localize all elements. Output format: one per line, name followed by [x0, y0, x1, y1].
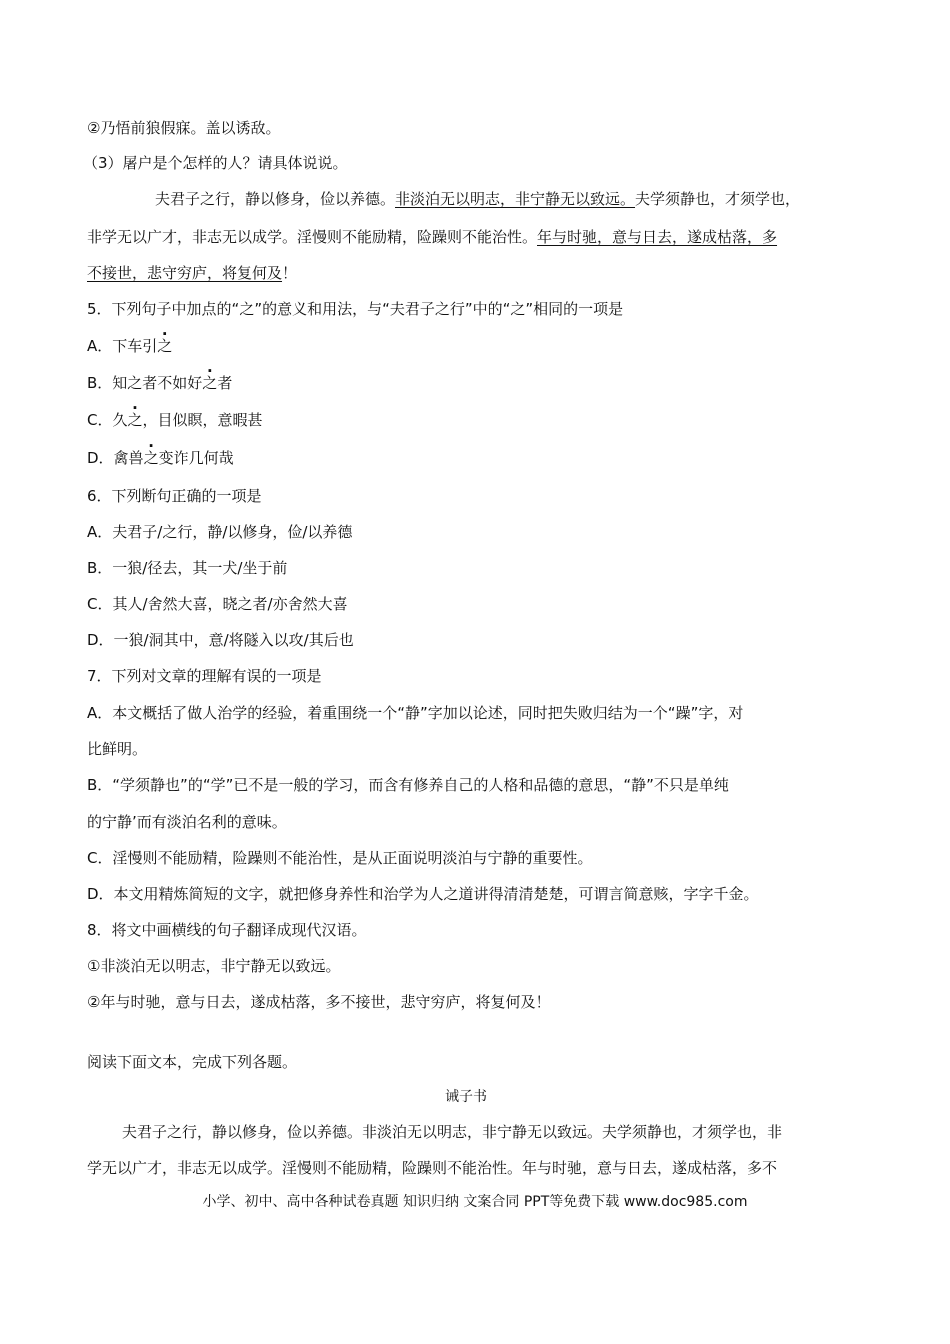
- q5-option-b: [87, 373, 232, 393]
- q5-option-c: [87, 410, 263, 430]
- passage-text: 夫君子之行，静以修身，俭以养德。: [155, 190, 396, 208]
- q7-option-b-line2: 的宁静’而有淡泊名利的意味。: [87, 813, 287, 831]
- q7-option-d: D．本文用精炼简短的文字，就把修身养性和治学为人之道讲得清清楚楚，可谓言简意赅，字字千金。: [87, 885, 759, 903]
- underlined-sentence-2a: 年与时驰，意与日去，遂成枯落，多: [537, 228, 778, 246]
- q7-stem: 7．下列对文章的理解有误的一项是: [87, 667, 322, 685]
- option-text: ，目似瞑，意暇甚: [142, 411, 263, 429]
- q8-item-1: ①非淡泊无以明志，非宁静无以致远。: [87, 957, 341, 975]
- option-text: A．下车引: [87, 337, 158, 355]
- underlined-sentence-1: 非淡泊无以明志，非宁静无以致远。: [395, 190, 636, 208]
- dotted-char: 之: [143, 449, 159, 467]
- option-text: 者: [217, 374, 233, 392]
- page-footer: 小学、初中、高中各种试卷真题 知识归纳 文案合同 PPT等免费下载 www.doc985.com: [202, 1194, 748, 1210]
- dotted-char: 之: [157, 337, 173, 355]
- passage-line-1: [155, 189, 800, 209]
- q6-option-a: A．夫君子/之行，静/以修身，俭/以养德: [87, 523, 353, 541]
- underlined-sentence-2b: 不接世，悲守穷庐，将复何及: [87, 264, 283, 282]
- q7-option-a-line2: 比鲜明。: [87, 740, 148, 758]
- option-text: D．禽兽: [87, 449, 144, 467]
- q5-option-d: [87, 448, 234, 468]
- passage2-line-1: 夫君子之行，静以修身，俭以养德。非淡泊无以明志，非宁静无以致远。夫学须静也，才须学也，非: [122, 1123, 783, 1141]
- section-intro: 阅读下面文本，完成下列各题。: [87, 1053, 298, 1071]
- q4-item-2: ②乃悟前狼假寐。盖以诱敌。: [87, 119, 281, 137]
- option-text: C．久: [87, 411, 128, 429]
- q8-stem: 8．将文中画横线的句子翻译成现代汉语。: [87, 921, 367, 939]
- passage-text: 夫学须静也，才须学也，: [635, 190, 801, 208]
- passage-line-2: [87, 227, 777, 247]
- option-text: 变诈几何哉: [158, 449, 234, 467]
- option-text: B．知之者不如好: [87, 374, 203, 392]
- q6-option-d: D．一狼/洞其中，意/将隧入以攻/其后也: [87, 631, 354, 649]
- q8-item-2: ②年与时驰，意与日去，遂成枯落，多不接世，悲守穷庐，将复何及！: [87, 993, 551, 1011]
- passage-text: ！: [282, 264, 298, 282]
- passage-line-3: [87, 263, 297, 283]
- q7-option-b-line1: B．“学须静也”的“学”已不是一般的学习，而含有修养自己的人格和品德的意思，“静”不只是单纯: [87, 776, 729, 794]
- dotted-char: 之: [127, 411, 143, 429]
- passage-title: 诫子书: [445, 1089, 487, 1105]
- q7-option-a-line1: A．本文概括了做人治学的经验，着重围绕一个“静”字加以论述，同时把失败归结为一个“躁”字，对: [87, 704, 744, 722]
- q6-option-b: B．一狼/径去，其一犬/坐于前: [87, 559, 288, 577]
- q4-part-3: （3）屠户是个怎样的人？请具体说说。: [83, 154, 348, 172]
- passage-text: 非学无以广才，非志无以成学。淫慢则不能励精，险躁则不能治性。: [87, 228, 538, 246]
- q7-option-c: C．淫慢则不能励精，险躁则不能治性，是从正面说明淡泊与宁静的重要性。: [87, 849, 593, 867]
- q6-stem: 6．下列断句正确的一项是: [87, 487, 262, 505]
- passage2-line-2: 学无以广才，非志无以成学。淫慢则不能励精，险躁则不能治性。年与时驰，意与日去，遂成枯落，多不: [87, 1159, 778, 1177]
- dotted-char: 之: [202, 374, 218, 392]
- q6-option-c: C．其人/舍然大喜，晓之者/亦舍然大喜: [87, 595, 348, 613]
- q5-option-a: [87, 336, 172, 356]
- q5-stem: 5．下列句子中加点的“之”的意义和用法，与“夫君子之行”中的“之”相同的一项是: [87, 300, 624, 318]
